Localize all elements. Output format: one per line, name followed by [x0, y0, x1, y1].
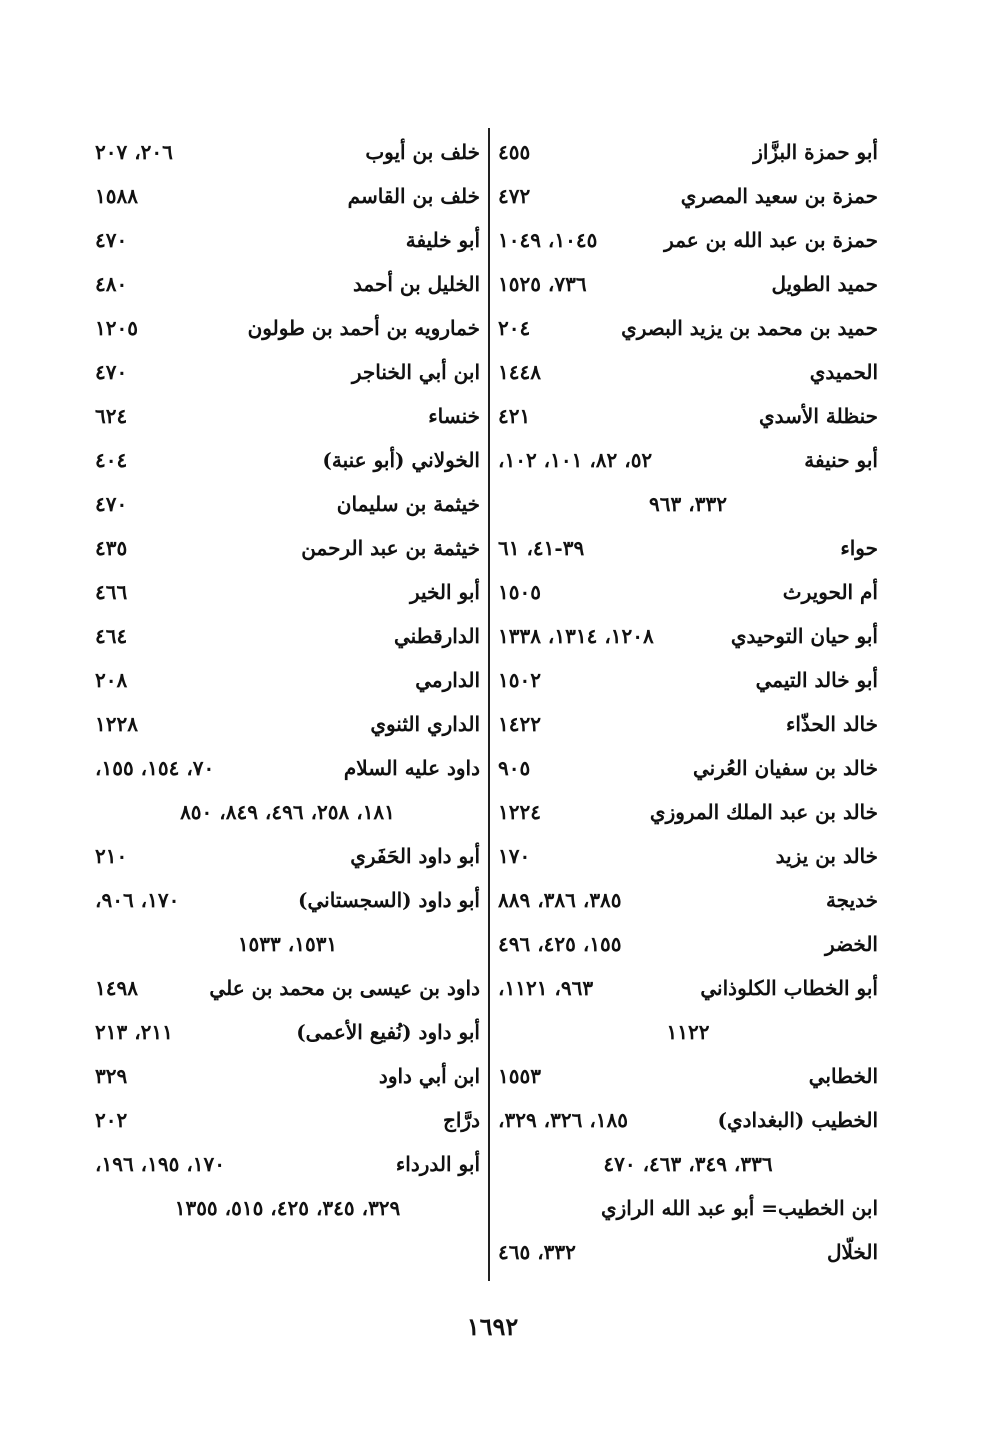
entry-pages: ٦٢٤ [95, 404, 128, 428]
entry-pages: ٢٠٦، ٢٠٧ [95, 140, 173, 164]
entry-name: حمزة بن سعيد المصري [680, 184, 878, 208]
entry-name: ابن أبي الخناجر [351, 360, 480, 384]
entry-name: أبو الدرداء [395, 1152, 480, 1176]
entry-name: داود بن عيسى بن محمد بن علي [209, 976, 480, 1000]
index-entry [95, 482, 480, 526]
index-entry [95, 746, 480, 790]
index-entry [95, 878, 480, 922]
entry-pages: ٤٧٢ [498, 184, 531, 208]
entry-name: خالد بن سفيان العُرني [693, 756, 878, 780]
entry-pages: ١٥٥، ٤٢٥، ٤٩٦ [498, 932, 622, 956]
index-entry-continuation: ١٥٣١، ١٥٣٣ [237, 932, 338, 956]
index-entry [95, 1010, 480, 1054]
index-entry [498, 658, 878, 702]
index-entry [498, 262, 878, 306]
entry-pages: ٣٨٥، ٣٨٦، ٨٨٩ [498, 888, 622, 912]
entry-name: خالد بن عبد الملك المروزي [649, 800, 878, 824]
entry-pages: ٣٣٢، ٤٦٥ [498, 1240, 576, 1264]
entry-pages: ٣٩-٤١، ٦١ [498, 536, 585, 560]
index-entry [498, 1186, 878, 1230]
entry-pages: ١٧٠، ٩٠٦، [95, 888, 180, 912]
index-entry [498, 394, 878, 438]
index-entry [498, 130, 878, 174]
entry-pages: ١٢٠٨، ١٣١٤، ١٣٣٨ [498, 624, 654, 648]
index-column-left [95, 130, 480, 1230]
entry-name: أبو خليفة [405, 228, 480, 252]
column-divider [488, 128, 490, 1281]
entry-name: الخطابي [808, 1064, 878, 1088]
entry-pages: ٧٠، ١٥٤، ١٥٥، [95, 756, 215, 780]
entry-pages: ١٤٩٨ [95, 976, 138, 1000]
index-entry [95, 174, 480, 218]
index-entry [498, 218, 878, 262]
entry-pages: ٣٢٩ [95, 1064, 128, 1088]
index-entry [95, 834, 480, 878]
index-entry [498, 350, 878, 394]
entry-pages: ١٤٤٨ [498, 360, 541, 384]
index-entry [498, 834, 878, 878]
entry-pages: ١٨٥، ٣٢٦، ٣٢٩، [498, 1108, 629, 1132]
entry-name: حواء [840, 536, 878, 560]
index-entry [498, 438, 878, 482]
entry-pages: ٢١٠ [95, 844, 128, 868]
index-entry-continuation: ١٨١، ٢٥٨، ٤٩٦، ٨٤٩، ٨٥٠ [180, 800, 395, 824]
entry-name: خالد بن يزيد [775, 844, 878, 868]
index-entry [95, 438, 480, 482]
entry-name: أبو خالد التيمي [755, 668, 878, 692]
page-number: ١٦٩٢ [466, 1312, 519, 1341]
index-entry [498, 174, 878, 218]
entry-pages: ٤٦٦ [95, 580, 128, 604]
entry-name: خلف بن أيوب [365, 140, 480, 164]
entry-pages: ٤٨٠ [95, 272, 128, 296]
entry-name: خلف بن القاسم [347, 184, 480, 208]
entry-name: أبو داود (نُفيع الأعمى) [296, 1020, 480, 1044]
entry-name: خنساء [428, 404, 480, 428]
entry-name: خديجة [825, 888, 878, 912]
index-entry [498, 614, 878, 658]
entry-name: حميد بن محمد بن يزيد البصري [621, 316, 878, 340]
entry-pages: ١٧٠، ١٩٥، ١٩٦، [95, 1152, 226, 1176]
entry-name: الخضر [825, 932, 878, 956]
entry-name: ابن الخطيب= أبو عبد الله الرازي [600, 1196, 878, 1220]
entry-name: أبو داود الحَفَري [350, 844, 480, 868]
index-entry-continuation: ٣٣٦، ٣٤٩، ٤٦٣، ٤٧٠ [603, 1152, 773, 1176]
entry-name: الخطيب (البغدادي) [717, 1108, 878, 1132]
entry-pages: ٤٥٥ [498, 140, 531, 164]
index-entry [95, 394, 480, 438]
entry-name: الخولاني (أبو عنبة) [322, 448, 480, 472]
entry-pages: ٩٦٣، ١١٢١، [498, 976, 594, 1000]
entry-pages: ١٥٠٢ [498, 668, 541, 692]
index-entry [95, 570, 480, 614]
index-entry [498, 1098, 878, 1142]
index-column-right [498, 130, 878, 1274]
entry-pages: ٢٠٨ [95, 668, 128, 692]
index-entry [498, 702, 878, 746]
entry-pages: ٤٧٠ [95, 228, 128, 252]
entry-name: الخلّال [826, 1240, 878, 1264]
entry-pages: ١٧٠ [498, 844, 531, 868]
index-entry [95, 1142, 480, 1186]
entry-name: درَّاج [442, 1108, 480, 1132]
entry-pages: ٤٧٠ [95, 492, 128, 516]
index-entry [498, 526, 878, 570]
entry-pages: ٤٧٠ [95, 360, 128, 384]
entry-pages: ٤٢١ [498, 404, 531, 428]
entry-name: حمزة بن عبد الله بن عمر [664, 228, 878, 252]
index-entry [498, 1230, 878, 1274]
index-entry [95, 658, 480, 702]
entry-pages: ٧٣٦، ١٥٢٥ [498, 272, 587, 296]
entry-pages: ١٤٢٢ [498, 712, 541, 736]
entry-pages: ٤٣٥ [95, 536, 128, 560]
entry-name: الدارقطني [393, 624, 480, 648]
entry-name: أم الحويرث [782, 580, 878, 604]
entry-pages: ١٥٠٥ [498, 580, 541, 604]
entry-pages: ٢٠٢ [95, 1108, 128, 1132]
entry-name: خيثمة بن سليمان [336, 492, 480, 516]
entry-pages: ١٥٨٨ [95, 184, 138, 208]
index-entry [498, 1054, 878, 1098]
index-entry [498, 306, 878, 350]
entry-pages: ١٥٥٣ [498, 1064, 541, 1088]
entry-name: الدارمي [415, 668, 480, 692]
index-entry [95, 306, 480, 350]
entry-pages: ١٢٠٥ [95, 316, 138, 340]
entry-pages: ٢١١، ٢١٣ [95, 1020, 173, 1044]
entry-name: خالد الحذّاء [785, 712, 878, 736]
entry-name: الخليل بن أحمد [352, 272, 480, 296]
index-entry [95, 1054, 480, 1098]
entry-pages: ٢٠٤ [498, 316, 531, 340]
entry-pages: ٤٦٤ [95, 624, 128, 648]
index-entry [95, 130, 480, 174]
index-entry-continuation: ٣٣٢، ٩٦٣ [649, 492, 727, 516]
entry-name: أبو الخطاب الكلوذاني [700, 976, 878, 1000]
index-entry [498, 966, 878, 1010]
entry-pages: ١٢٢٤ [498, 800, 541, 824]
entry-name: أبو الخير [409, 580, 480, 604]
entry-name: الداري الثنوي [370, 712, 480, 736]
entry-name: الحميدي [809, 360, 878, 384]
index-entry [95, 526, 480, 570]
entry-name: خمارويه بن أحمد بن طولون [247, 316, 480, 340]
entry-name: حميد الطويل [771, 272, 878, 296]
index-entry [95, 1098, 480, 1142]
entry-pages: ١٢٢٨ [95, 712, 138, 736]
entry-name: أبو حنيفة [804, 448, 878, 472]
index-entry [95, 966, 480, 1010]
index-entry [95, 262, 480, 306]
index-entry-continuation: ١١٢٢ [666, 1020, 710, 1044]
entry-name: أبو داود (السجستاني) [298, 888, 480, 912]
index-entry [498, 570, 878, 614]
entry-name: داود عليه السلام [343, 756, 480, 780]
entry-name: أبو حمزة البزَّاز [753, 140, 878, 164]
index-entry [95, 702, 480, 746]
index-entry [95, 614, 480, 658]
index-entry [498, 790, 878, 834]
entry-name: ابن أبي داود [378, 1064, 480, 1088]
entry-pages: ٩٠٥ [498, 756, 531, 780]
index-entry-continuation: ٣٢٩، ٣٤٥، ٤٢٥، ٥١٥، ١٣٥٥ [174, 1196, 401, 1220]
index-entry [498, 878, 878, 922]
entry-name: حنظلة الأسدي [759, 404, 878, 428]
index-entry [498, 746, 878, 790]
index-entry [95, 350, 480, 394]
entry-name: خيثمة بن عبد الرحمن [301, 536, 480, 560]
entry-pages: ٤٠٤ [95, 448, 128, 472]
index-entry [95, 218, 480, 262]
entry-pages: ١٠٤٥، ١٠٤٩ [498, 228, 598, 252]
index-entry [498, 922, 878, 966]
entry-name: أبو حيان التوحيدي [730, 624, 878, 648]
entry-pages: ٥٢، ٨٢، ١٠١، ١٠٢، [498, 448, 653, 472]
